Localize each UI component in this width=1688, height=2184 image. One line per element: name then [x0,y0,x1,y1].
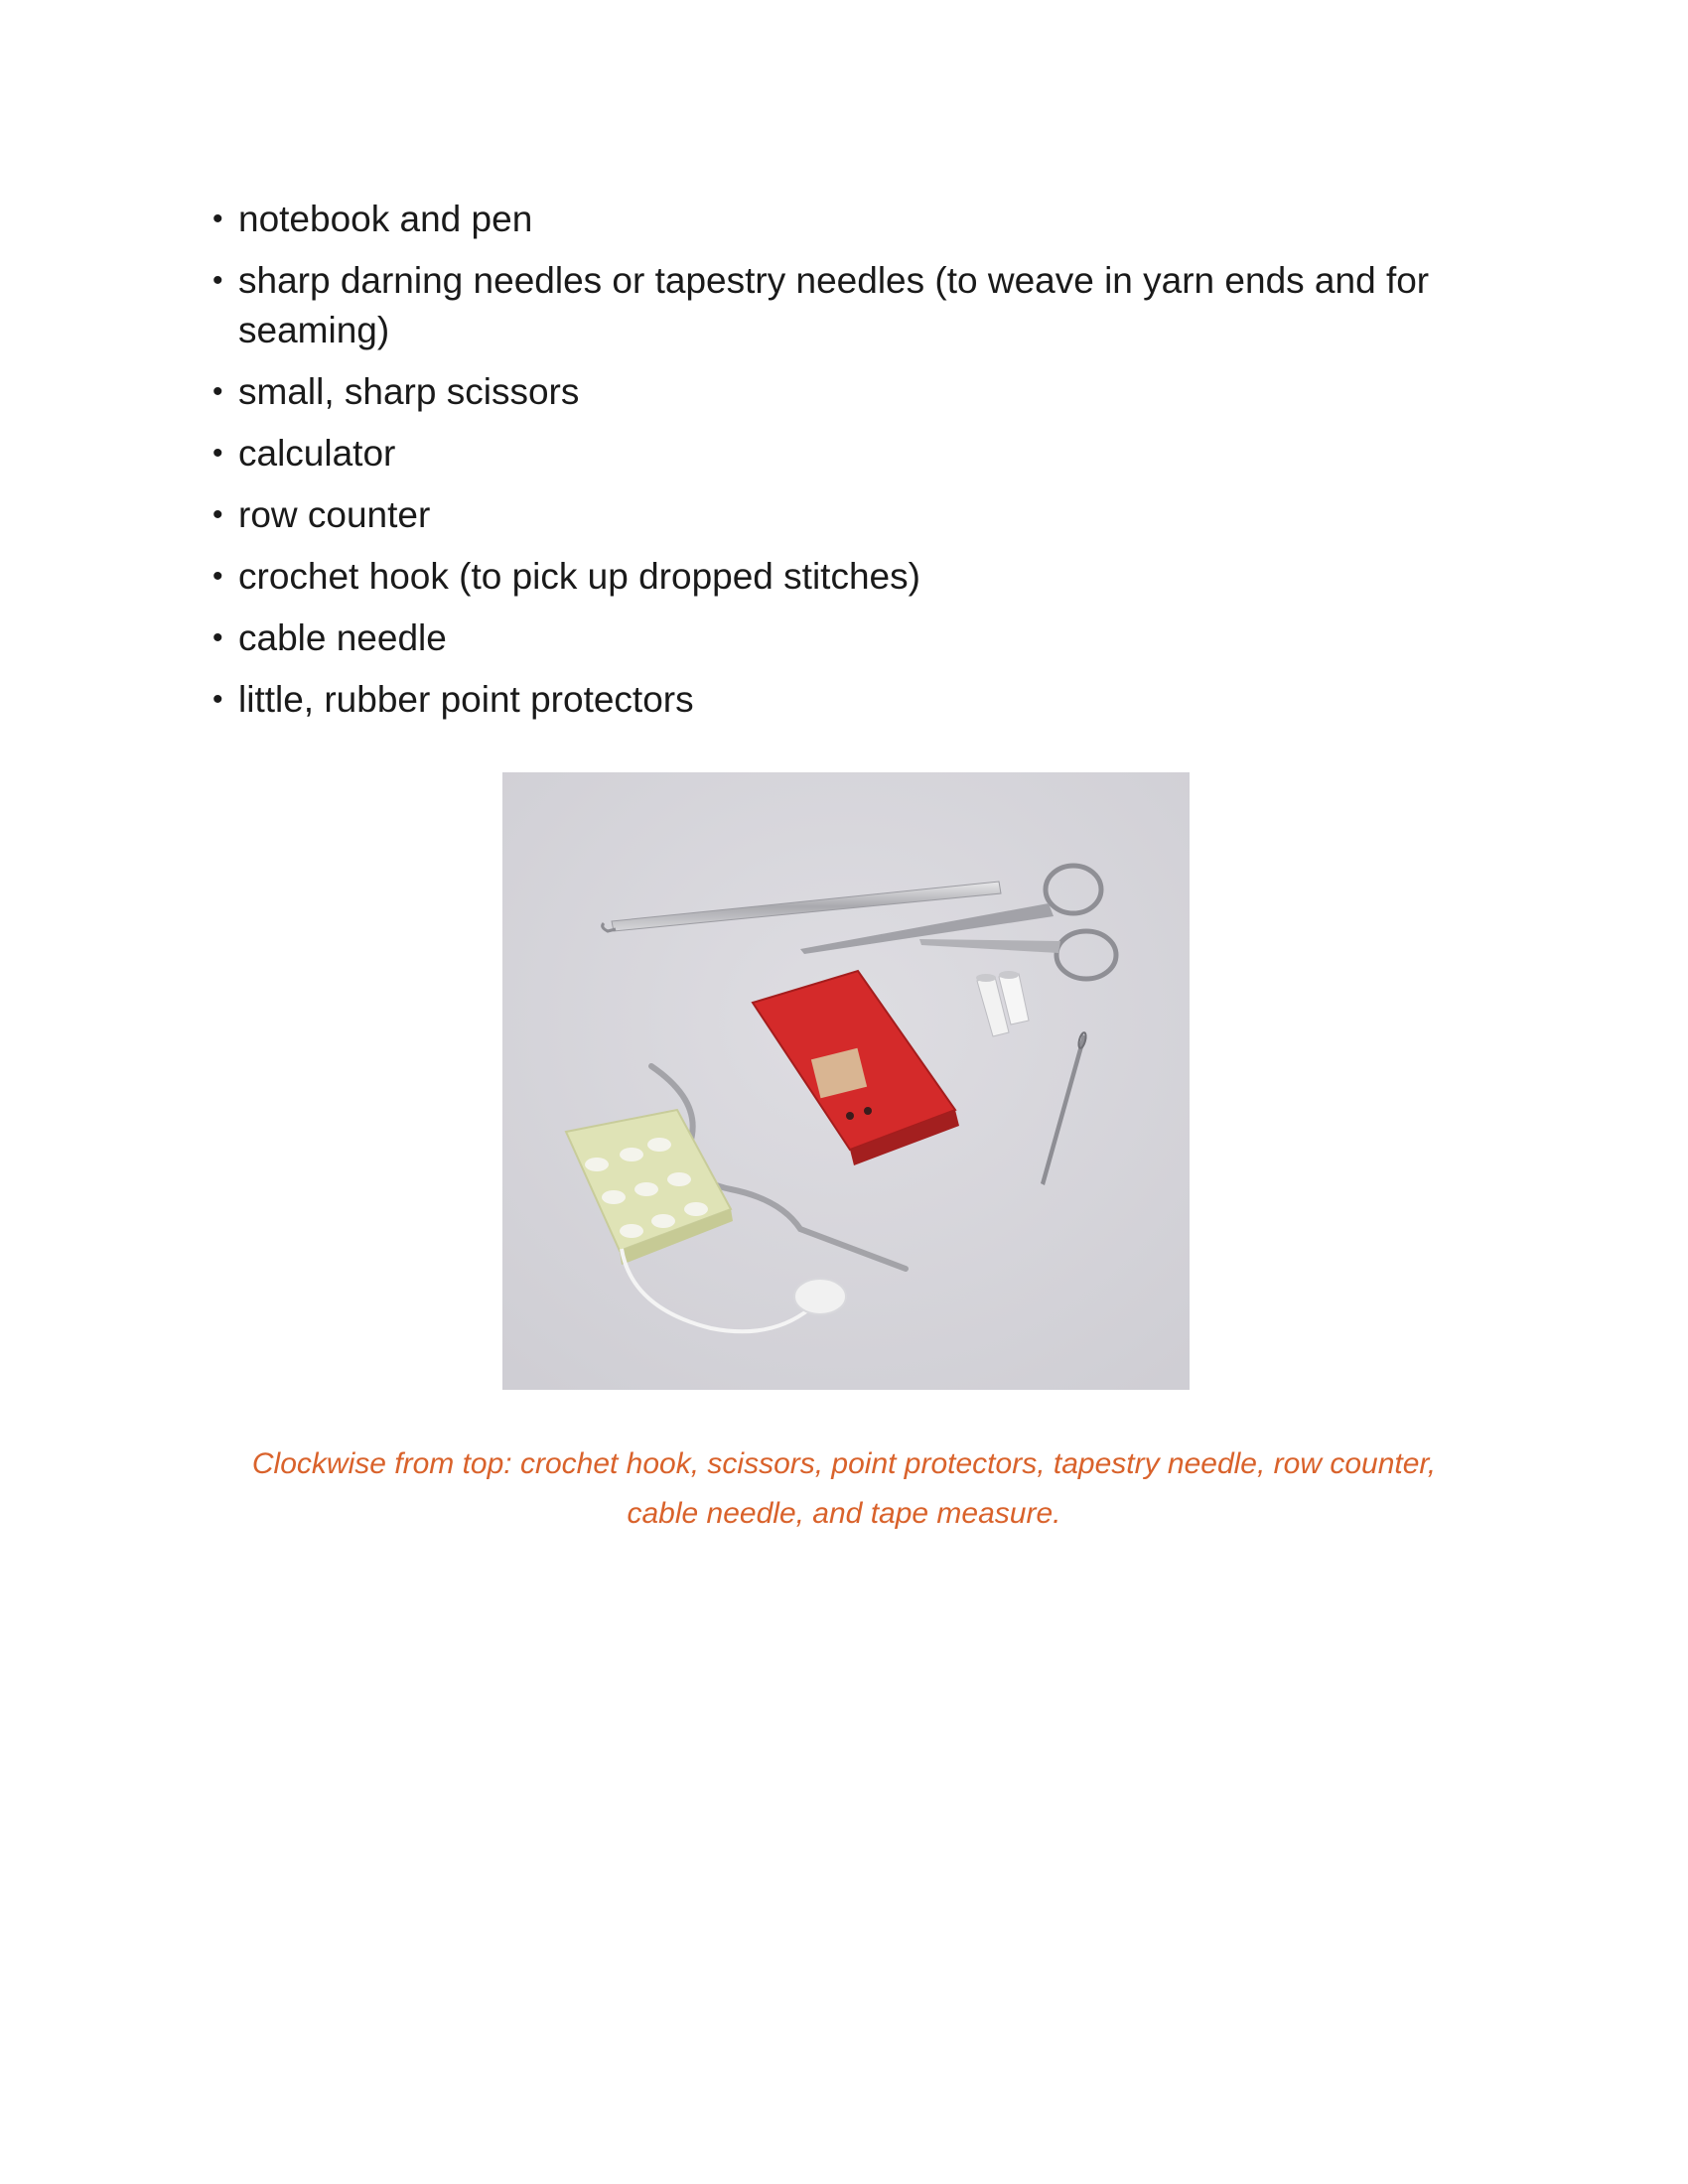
bullet-icon: • [212,560,223,593]
bullet-icon: • [212,498,223,531]
list-item [212,552,1503,602]
list-item-text: row counter [238,494,431,535]
bullet-icon: • [212,437,223,470]
list-item [212,195,1503,244]
list-item-text: crochet hook (to pick up dropped stitches) [238,556,920,597]
list-item [212,256,1503,355]
list-item-text: small, sharp scissors [238,371,580,412]
list-item-text: little, rubber point protectors [238,679,694,720]
knitting-tools-photo [502,772,1190,1390]
figure-caption: Clockwise from top: crochet hook, scissors, point protectors, tapestry needle, row counter, cable needle, and tape measure. [251,1447,1437,1530]
bullet-icon: • [212,203,223,235]
list-item-text: cable needle [238,617,447,658]
list-item-text: notebook and pen [238,199,533,239]
list-item [212,490,1503,540]
bullet-icon: • [212,375,223,408]
bullet-icon: • [212,683,223,716]
bullet-icon: • [212,264,223,297]
knitting-tools-illustration [502,772,1190,1390]
supplies-list [212,195,1503,737]
list-item [212,614,1503,663]
list-item [212,675,1503,725]
bullet-icon: • [212,621,223,654]
list-item [212,367,1503,417]
list-item-text: calculator [238,433,396,474]
list-item-text: sharp darning needles or tapestry needles (to weave in yarn ends and for seaming) [238,260,1430,350]
list-item [212,429,1503,478]
